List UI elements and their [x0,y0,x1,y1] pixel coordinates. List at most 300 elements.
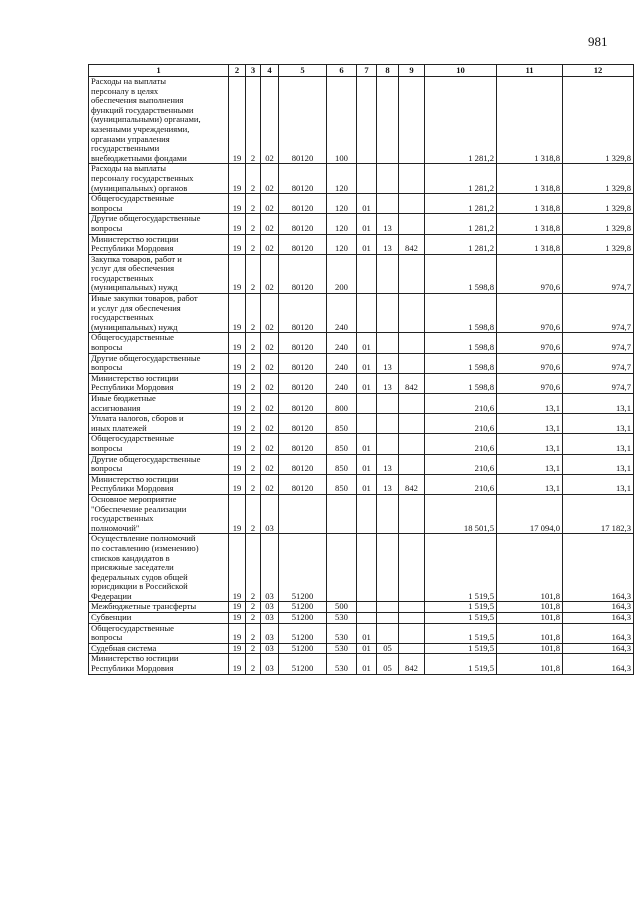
cell-col-6 [327,494,357,533]
cell-col-3: 2 [246,234,261,254]
cell-col-3: 2 [246,373,261,393]
cell-amount-12: 164,3 [563,623,634,643]
cell-col-3: 2 [246,494,261,533]
cell-amount-10: 1 598,8 [425,353,497,373]
cell-amount-11: 1 318,8 [497,214,563,234]
cell-amount-10: 210,6 [425,414,497,434]
cell-col-5: 51200 [279,623,327,643]
cell-col-3: 2 [246,353,261,373]
cell-amount-11: 970,6 [497,254,563,293]
column-header: 9 [399,65,425,77]
row-description: Министерство юстиции Республики Мордовия [89,474,229,494]
row-description: Расходы на выплаты персоналу в целях обеспечения выполнения функций государственными (муниципальными) органами, казенными учреждениями, органами управления государственными внебюджетными фондами [89,77,229,164]
table-row [89,254,634,293]
cell-col-6: 850 [327,454,357,474]
cell-amount-10: 1 281,2 [425,214,497,234]
cell-col-3: 2 [246,414,261,434]
cell-col-5: 80120 [279,77,327,164]
page-number: 981 [588,34,608,49]
table-row [89,294,634,333]
column-header: 11 [497,65,563,77]
cell-amount-12: 164,3 [563,613,634,624]
cell-col-5: 51200 [279,613,327,624]
cell-col-6: 530 [327,623,357,643]
cell-col-4: 02 [261,474,279,494]
cell-col-3: 2 [246,654,261,674]
cell-amount-10: 1 598,8 [425,254,497,293]
cell-amount-10: 1 519,5 [425,654,497,674]
table-body [89,77,634,675]
column-header: 5 [279,65,327,77]
cell-col-7: 01 [357,643,377,654]
cell-col-8: 05 [377,643,399,654]
cell-col-9 [399,613,425,624]
column-header: 1 [89,65,229,77]
cell-col-9: 842 [399,474,425,494]
cell-col-7: 01 [357,353,377,373]
cell-amount-10: 1 281,2 [425,194,497,214]
cell-col-5 [279,494,327,533]
cell-col-2: 19 [229,494,246,533]
cell-amount-12: 17 182,3 [563,494,634,533]
cell-col-7 [357,294,377,333]
table-row [89,214,634,234]
row-description: Осуществление полномочий по составлению (изменению) списков кандидатов в присяжные заседатели федеральных судов общей юрисдикции в Российской Федерации [89,534,229,602]
cell-col-4: 02 [261,373,279,393]
cell-amount-12: 1 329,8 [563,234,634,254]
cell-amount-11: 1 318,8 [497,234,563,254]
cell-col-6: 240 [327,333,357,353]
cell-col-9 [399,434,425,454]
cell-col-7 [357,613,377,624]
cell-amount-12: 13,1 [563,434,634,454]
table-row [89,77,634,164]
cell-col-8: 13 [377,373,399,393]
cell-col-7 [357,414,377,434]
cell-amount-11: 101,8 [497,643,563,654]
cell-col-8 [377,602,399,613]
row-description: Расходы на выплаты персоналу государственных (муниципальных) органов [89,164,229,194]
cell-col-8 [377,494,399,533]
cell-col-3: 2 [246,294,261,333]
cell-col-6: 530 [327,643,357,654]
cell-amount-10: 18 501,5 [425,494,497,533]
cell-col-2: 19 [229,194,246,214]
cell-amount-12: 974,7 [563,294,634,333]
row-description: Общегосударственные вопросы [89,194,229,214]
cell-amount-10: 210,6 [425,474,497,494]
cell-amount-12: 164,3 [563,643,634,654]
cell-col-8: 13 [377,474,399,494]
cell-col-4: 03 [261,643,279,654]
table-row [89,643,634,654]
cell-col-7: 01 [357,654,377,674]
table-row [89,602,634,613]
cell-col-9 [399,164,425,194]
cell-col-8 [377,394,399,414]
cell-col-6: 120 [327,234,357,254]
cell-amount-10: 1 598,8 [425,373,497,393]
cell-col-7: 01 [357,454,377,474]
cell-col-5: 80120 [279,294,327,333]
cell-amount-12: 13,1 [563,474,634,494]
cell-amount-11: 101,8 [497,654,563,674]
cell-amount-11: 1 318,8 [497,194,563,214]
cell-amount-12: 1 329,8 [563,214,634,234]
cell-col-9: 842 [399,234,425,254]
row-description: Другие общегосударственные вопросы [89,454,229,474]
cell-col-3: 2 [246,643,261,654]
column-header: 3 [246,65,261,77]
cell-col-7: 01 [357,434,377,454]
cell-col-5: 51200 [279,534,327,602]
cell-col-4: 03 [261,613,279,624]
cell-col-9: 842 [399,654,425,674]
cell-col-6 [327,534,357,602]
cell-col-5: 51200 [279,602,327,613]
cell-col-2: 19 [229,414,246,434]
cell-col-5: 80120 [279,414,327,434]
cell-col-3: 2 [246,394,261,414]
cell-amount-11: 101,8 [497,534,563,602]
cell-col-2: 19 [229,254,246,293]
table-row [89,234,634,254]
cell-col-6: 200 [327,254,357,293]
cell-amount-12: 974,7 [563,254,634,293]
cell-amount-12: 164,3 [563,654,634,674]
cell-col-2: 19 [229,333,246,353]
cell-col-2: 19 [229,534,246,602]
row-description: Иные закупки товаров, работ и услуг для обеспечения государственных (муниципальных) нужд [89,294,229,333]
cell-col-2: 19 [229,602,246,613]
cell-col-8: 05 [377,654,399,674]
column-header: 8 [377,65,399,77]
table-row [89,194,634,214]
cell-col-2: 19 [229,613,246,624]
cell-amount-10: 1 519,5 [425,613,497,624]
cell-col-7: 01 [357,623,377,643]
cell-col-8: 13 [377,353,399,373]
cell-col-9 [399,643,425,654]
cell-col-3: 2 [246,214,261,234]
cell-amount-12: 164,3 [563,602,634,613]
cell-col-6: 850 [327,434,357,454]
row-description: Основное мероприятие "Обеспечение реализации государственных полномочий" [89,494,229,533]
row-description: Министерство юстиции Республики Мордовия [89,373,229,393]
cell-amount-10: 1 519,5 [425,643,497,654]
cell-col-7 [357,602,377,613]
cell-col-4: 02 [261,394,279,414]
table-header-row [89,65,634,77]
cell-col-5: 80120 [279,454,327,474]
cell-amount-10: 1 281,2 [425,77,497,164]
cell-col-5: 80120 [279,434,327,454]
cell-col-3: 2 [246,434,261,454]
cell-col-8 [377,294,399,333]
cell-col-9 [399,494,425,533]
table-row [89,333,634,353]
cell-col-8 [377,434,399,454]
cell-col-3: 2 [246,77,261,164]
cell-col-8 [377,414,399,434]
row-description: Уплата налогов, сборов и иных платежей [89,414,229,434]
cell-col-8 [377,77,399,164]
cell-col-7: 01 [357,194,377,214]
cell-col-8: 13 [377,214,399,234]
cell-col-6: 500 [327,602,357,613]
cell-col-5: 80120 [279,234,327,254]
cell-col-2: 19 [229,394,246,414]
cell-col-7 [357,394,377,414]
row-description: Общегосударственные вопросы [89,434,229,454]
cell-amount-11: 13,1 [497,394,563,414]
row-description: Субвенции [89,613,229,624]
cell-col-7: 01 [357,214,377,234]
column-header: 12 [563,65,634,77]
cell-col-2: 19 [229,643,246,654]
table-row [89,534,634,602]
cell-col-4: 02 [261,353,279,373]
table-row [89,373,634,393]
cell-col-4: 02 [261,234,279,254]
cell-col-5: 80120 [279,333,327,353]
cell-col-3: 2 [246,333,261,353]
cell-col-8 [377,623,399,643]
row-description: Министерство юстиции Республики Мордовия [89,654,229,674]
column-header: 2 [229,65,246,77]
cell-amount-10: 1 598,8 [425,333,497,353]
row-description: Межбюджетные трансферты [89,602,229,613]
row-description: Судебная система [89,643,229,654]
cell-col-4: 02 [261,194,279,214]
cell-col-3: 2 [246,613,261,624]
cell-amount-11: 970,6 [497,373,563,393]
column-header: 6 [327,65,357,77]
cell-col-4: 02 [261,164,279,194]
cell-col-4: 03 [261,654,279,674]
cell-col-4: 02 [261,434,279,454]
cell-col-2: 19 [229,434,246,454]
cell-amount-11: 1 318,8 [497,77,563,164]
cell-col-6: 530 [327,613,357,624]
cell-amount-11: 13,1 [497,434,563,454]
table-row [89,353,634,373]
row-description: Иные бюджетные ассигнования [89,394,229,414]
cell-amount-12: 974,7 [563,373,634,393]
cell-col-9 [399,254,425,293]
cell-col-4: 02 [261,214,279,234]
cell-amount-11: 970,6 [497,294,563,333]
cell-col-4: 02 [261,294,279,333]
table-row [89,654,634,674]
cell-amount-11: 13,1 [497,414,563,434]
cell-col-6: 240 [327,353,357,373]
budget-table [88,64,634,675]
row-description: Другие общегосударственные вопросы [89,214,229,234]
cell-col-2: 19 [229,623,246,643]
cell-col-4: 02 [261,77,279,164]
cell-col-9 [399,414,425,434]
cell-col-8 [377,534,399,602]
cell-col-6: 850 [327,474,357,494]
table-row [89,454,634,474]
cell-col-6: 850 [327,414,357,434]
cell-amount-12: 13,1 [563,394,634,414]
cell-col-4: 02 [261,414,279,434]
cell-col-5: 80120 [279,194,327,214]
cell-amount-10: 1 281,2 [425,164,497,194]
cell-amount-12: 1 329,8 [563,77,634,164]
cell-col-4: 03 [261,602,279,613]
cell-amount-10: 1 598,8 [425,294,497,333]
cell-col-9 [399,602,425,613]
cell-col-3: 2 [246,254,261,293]
cell-amount-12: 1 329,8 [563,164,634,194]
cell-amount-10: 210,6 [425,454,497,474]
cell-col-2: 19 [229,474,246,494]
cell-col-5: 51200 [279,643,327,654]
cell-col-8: 13 [377,234,399,254]
cell-amount-10: 1 519,5 [425,602,497,613]
cell-col-6: 800 [327,394,357,414]
cell-col-5: 80120 [279,164,327,194]
cell-col-8 [377,194,399,214]
table-row [89,623,634,643]
cell-amount-11: 1 318,8 [497,164,563,194]
cell-amount-11: 101,8 [497,613,563,624]
cell-col-9 [399,534,425,602]
cell-amount-12: 974,7 [563,333,634,353]
cell-col-7 [357,77,377,164]
cell-amount-12: 1 329,8 [563,194,634,214]
cell-col-8 [377,164,399,194]
cell-amount-11: 17 094,0 [497,494,563,533]
cell-col-4: 02 [261,333,279,353]
row-description: Общегосударственные вопросы [89,333,229,353]
cell-col-6: 240 [327,294,357,333]
cell-col-7: 01 [357,474,377,494]
cell-amount-10: 1 519,5 [425,623,497,643]
cell-col-5: 80120 [279,394,327,414]
cell-col-5: 80120 [279,214,327,234]
table-row [89,613,634,624]
cell-col-8: 13 [377,454,399,474]
cell-col-5: 51200 [279,654,327,674]
cell-col-7 [357,254,377,293]
cell-col-2: 19 [229,353,246,373]
cell-col-3: 2 [246,534,261,602]
cell-col-7: 01 [357,373,377,393]
row-description: Общегосударственные вопросы [89,623,229,643]
cell-col-9 [399,333,425,353]
cell-col-3: 2 [246,623,261,643]
cell-col-9 [399,194,425,214]
cell-col-6: 100 [327,77,357,164]
cell-col-7 [357,534,377,602]
cell-col-9 [399,623,425,643]
column-header: 4 [261,65,279,77]
cell-col-8 [377,333,399,353]
cell-col-7: 01 [357,234,377,254]
cell-col-9 [399,77,425,164]
cell-amount-12: 164,3 [563,534,634,602]
cell-col-5: 80120 [279,353,327,373]
cell-amount-10: 1 519,5 [425,534,497,602]
cell-col-9 [399,454,425,474]
cell-col-6: 530 [327,654,357,674]
cell-col-6: 120 [327,194,357,214]
cell-amount-10: 1 281,2 [425,234,497,254]
cell-col-8 [377,254,399,293]
cell-col-9 [399,394,425,414]
cell-col-9: 842 [399,373,425,393]
cell-amount-12: 13,1 [563,454,634,474]
cell-col-4: 03 [261,494,279,533]
cell-amount-10: 210,6 [425,434,497,454]
table-row [89,164,634,194]
cell-col-4: 03 [261,534,279,602]
cell-col-2: 19 [229,294,246,333]
cell-amount-11: 13,1 [497,474,563,494]
cell-col-9 [399,214,425,234]
cell-col-4: 02 [261,254,279,293]
table-row [89,394,634,414]
cell-col-3: 2 [246,474,261,494]
cell-col-3: 2 [246,602,261,613]
column-header: 7 [357,65,377,77]
table-row [89,434,634,454]
cell-col-2: 19 [229,454,246,474]
table-row [89,414,634,434]
cell-col-5: 80120 [279,474,327,494]
cell-col-6: 240 [327,373,357,393]
cell-amount-11: 101,8 [497,623,563,643]
cell-col-2: 19 [229,234,246,254]
cell-col-4: 03 [261,623,279,643]
row-description: Закупка товаров, работ и услуг для обеспечения государственных (муниципальных) нужд [89,254,229,293]
cell-col-2: 19 [229,214,246,234]
cell-col-5: 80120 [279,254,327,293]
cell-col-3: 2 [246,194,261,214]
row-description: Другие общегосударственные вопросы [89,353,229,373]
cell-col-2: 19 [229,373,246,393]
cell-amount-10: 210,6 [425,394,497,414]
cell-amount-11: 970,6 [497,353,563,373]
cell-col-4: 02 [261,454,279,474]
cell-col-3: 2 [246,454,261,474]
cell-col-9 [399,353,425,373]
cell-amount-12: 13,1 [563,414,634,434]
table-row [89,494,634,533]
cell-col-6: 120 [327,214,357,234]
cell-col-2: 19 [229,77,246,164]
row-description: Министерство юстиции Республики Мордовия [89,234,229,254]
cell-col-7 [357,164,377,194]
cell-col-7: 01 [357,333,377,353]
cell-col-6: 120 [327,164,357,194]
table-row [89,474,634,494]
cell-amount-11: 970,6 [497,333,563,353]
column-header: 10 [425,65,497,77]
cell-col-8 [377,613,399,624]
cell-col-7 [357,494,377,533]
cell-amount-11: 101,8 [497,602,563,613]
cell-col-2: 19 [229,164,246,194]
cell-col-5: 80120 [279,373,327,393]
cell-col-2: 19 [229,654,246,674]
cell-amount-12: 974,7 [563,353,634,373]
cell-amount-11: 13,1 [497,454,563,474]
